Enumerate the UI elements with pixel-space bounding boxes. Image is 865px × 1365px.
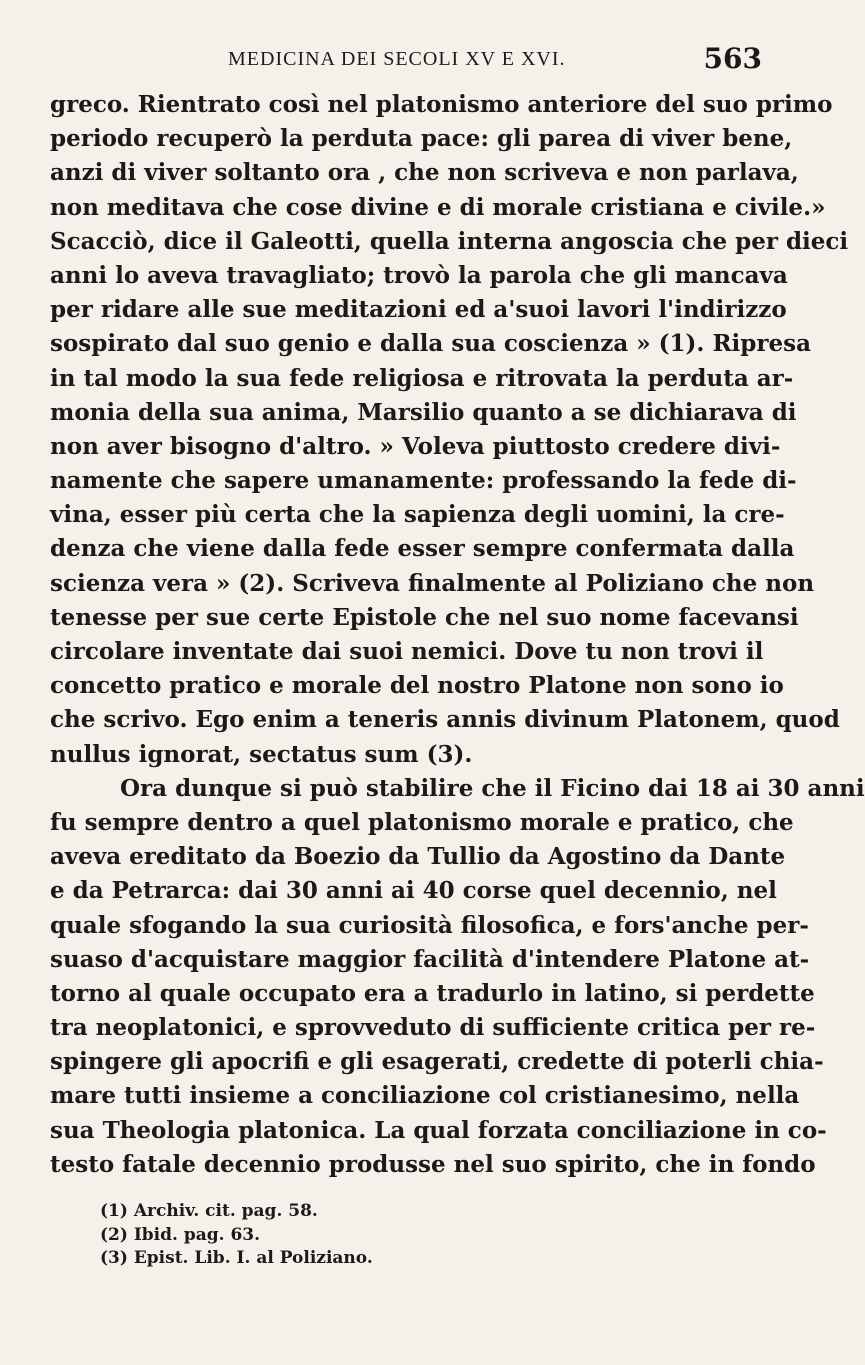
text-line: namente che sapere umanamente: professando la fede di- [50,467,797,495]
text-line: tra neoplatonici, e sprovveduto di sufficiente critica per re- [50,1014,816,1042]
text-line: concetto pratico e morale del nostro Platone non sono io [50,672,784,700]
text-line: non aver bisogno d'altro. » Voleva piuttosto credere divi- [50,432,781,460]
page-number: 563 [703,42,762,75]
running-head [50,42,770,82]
text-line: Scacciò, dice il Galeotti, quella interna angoscia che per dieci [50,227,849,255]
text-line: mare tutti insieme a conciliazione col cristianesimo, nella [50,1082,800,1110]
footnotes [100,1200,700,1271]
text-line: anni lo aveva travagliato; trovò la parola che gli mancava [50,261,788,289]
text-line: spingere gli apocrifi e gli esagerati, credette di poterli chia- [50,1048,824,1076]
text-line: in tal modo la sua fede religiosa e ritrovata la perduta ar- [50,364,794,392]
paragraph-start-line: Ora dunque si può stabilire che il Ficino dai 18 ai 30 anni [120,774,865,802]
text-line: denza che viene dalla fede esser sempre confermata dalla [50,535,795,563]
body-text [50,88,865,1182]
text-line: suaso d'acquistare maggior facilità d'intendere Platone at- [50,945,810,973]
footnote: (3) Epist. Lib. I. al Poliziano. [100,1248,373,1268]
text-line: scienza vera » (2). Scriveva finalmente al Poliziano che non [50,569,815,597]
text-line: fu sempre dentro a quel platonismo morale e pratico, che [50,808,794,836]
text-line: che scrivo. Ego enim a teneris annis divinum Platonem, quod [50,706,840,734]
text-line: sua Theologia platonica. La qual forzata conciliazione in co- [50,1116,827,1144]
text-line: per ridare alle sue meditazioni ed a'suoi lavori l'indirizzo [50,296,787,324]
text-line: tenesse per sue certe Epistole che nel suo nome facevansi [50,603,799,631]
text-line: greco. Rientrato così nel platonismo anteriore del suo primo [50,91,833,118]
footnote: (2) Ibid. pag. 63. [100,1224,261,1245]
text-line: periodo recuperò la perduta pace: gli parea di viver bene, [50,125,793,153]
text-line: anzi di viver soltanto ora , che non scriveva e non parlava, [50,159,799,187]
text-line: non meditava che cose divine e di morale cristiana e civile.» [50,193,826,221]
text-line: circolare inventate dai suoi nemici. Dove tu non trovi il [50,638,764,665]
text-line: torno al quale occupato era a tradurlo in latino, si perdette [50,979,815,1007]
text-line: monia della sua anima, Marsilio quanto a se dichiarava di [50,398,797,426]
text-line: testo fatale decennio produsse nel suo spirito, che in fondo [50,1150,816,1178]
running-title: MEDICINA DEI SECOLI XV E XVI. [228,48,566,70]
footnote: (1) Archiv. cit. pag. 58. [100,1201,318,1221]
text-line: e da Petrarca: dai 30 anni ai 40 corse quel decennio, nel [50,877,777,905]
text-line: vina, esser più certa che la sapienza degli uomini, la cre- [50,501,785,529]
text-line: sospirato dal suo genio e dalla sua coscienza » (1). Ripresa [50,330,811,358]
text-line: quale sfogando la sua curiosità filosofica, e fors'anche per- [50,911,809,939]
text-line: aveva ereditato da Boezio da Tullio da Agostino da Dante [50,843,786,871]
text-line: nullus ignorat, sectatus sum (3). [50,740,473,768]
